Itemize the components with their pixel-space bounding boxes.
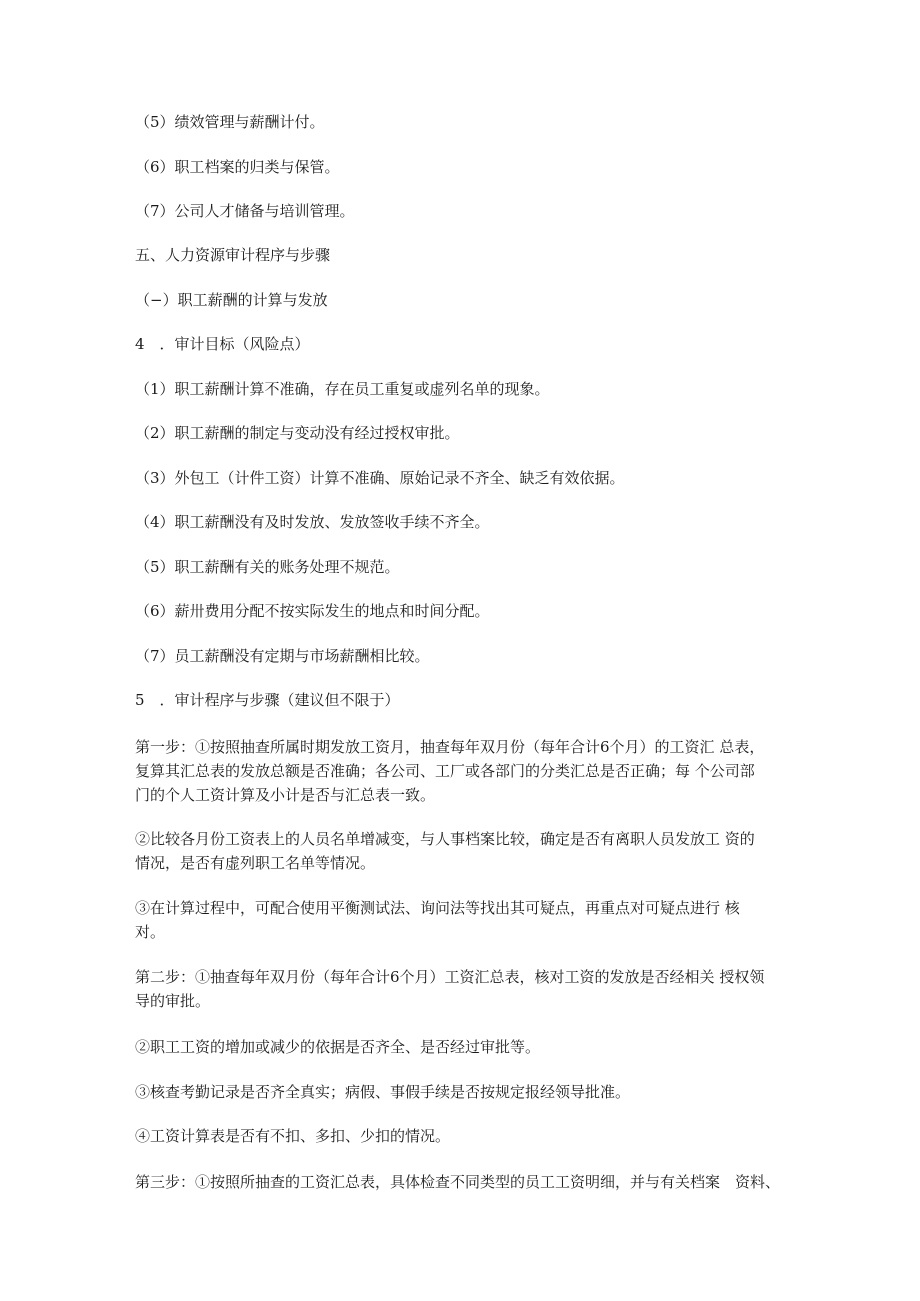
text-line: （6）职工档案的归类与保管。 [135,158,340,176]
text-line: 门的个人工资计算及小计是否与汇总表一致。 [135,786,436,804]
text-line: 五、人力资源审计程序与步骤 [135,246,331,264]
body-paragraph [135,1035,800,1059]
text-line: 情况，是否有虚列职工名单等情况。 [135,854,376,872]
text-line: 对。 [135,923,166,941]
text-line: （−）职工薪酬的计算与发放 [135,291,328,309]
subsection-heading [135,288,800,312]
text-line: ③在计算过程中，可配合使用平衡测试法、询问法等找出其可疑点，再重点对可疑点进行 核 [135,899,740,917]
body-paragraph [135,1170,800,1194]
text-line: （5）绩效管理与薪酬计付。 [135,113,325,131]
text-line: ④工资计算表是否有不扣、多扣、少扣的情况。 [135,1127,451,1145]
text-line: 5 ．审计程序与步骤（建议但不限于） [135,691,400,709]
text-line: 复算其汇总表的发放总额是否准确；各公司、工厂或各部门的分类汇总是否正确；每 个公司部 [135,762,755,780]
list-item [135,155,800,179]
text-line: （6）薪卅费用分配不按实际发生的地点和时间分配。 [135,602,490,620]
text-line: 第三步：①按照所抽查的工资汇总表，具体检查不同类型的员工工资明细，并与有关档案 资料、 [135,1173,781,1191]
numbered-heading [135,332,800,356]
list-item [135,199,800,223]
list-item [135,110,800,134]
body-paragraph [135,1124,800,1148]
text-line: ②职工工资的增加或减少的依据是否齐全、是否经过审批等。 [135,1038,541,1056]
text-line: （3）外包工（计件工资）计算不准确、原始记录不齐全、缺乏有效依据。 [135,469,625,487]
text-line: （7）员工薪酬没有定期与市场薪酬相比较。 [135,647,430,665]
text-line: ③核查考勤记录是否齐全真实；病假、事假手续是否按规定报经领导批准。 [135,1083,631,1101]
list-item [135,510,800,534]
body-paragraph [135,735,800,807]
body-paragraph [135,896,800,944]
text-line: 第二步：①抽查每年双月份（每年合计6个月）工资汇总表，核对工资的发放是否经相关 授权领 [135,968,765,986]
body-paragraph [135,965,800,1013]
text-line: 导的审批。 [135,992,211,1010]
text-line: 第一步：①按照抽查所属时期发放工资月，抽查每年双月份（每年合计6个月）的工资汇 总表， [135,738,765,756]
list-item [135,377,800,401]
body-paragraph [135,827,800,875]
list-item [135,644,800,668]
text-line: （5）职工薪酬有关的账务处理不规范。 [135,558,400,576]
list-item [135,555,800,579]
text-line: ②比较各月份工资表上的人员名单增减变，与人事档案比较，确定是否有离职人员发放工 资的 [135,830,755,848]
section-heading [135,243,800,267]
numbered-heading [135,688,800,712]
list-item [135,421,800,445]
text-line: （7）公司人才储备与培训管理。 [135,202,355,220]
list-item [135,466,800,490]
text-line: （1）职工薪酬计算不准确，存在员工重复或虚列名单的现象。 [135,380,550,398]
list-item [135,599,800,623]
text-line: （4）职工薪酬没有及时发放、发放签收手续不齐全。 [135,513,490,531]
body-paragraph [135,1080,800,1104]
text-line: （2）职工薪酬的制定与变动没有经过授权审批。 [135,424,460,442]
text-line: 4 ．审计目标（风险点） [135,335,310,353]
